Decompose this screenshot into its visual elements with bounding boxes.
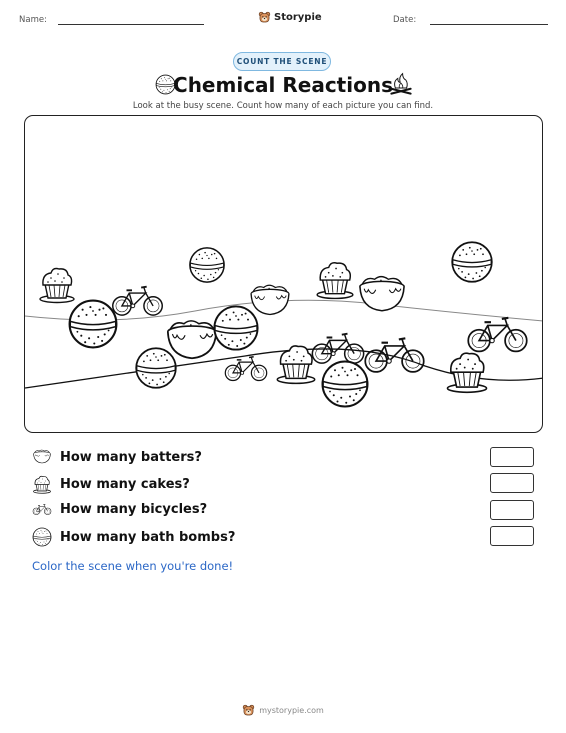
question-text: How many bicycles? (60, 501, 208, 517)
question-bath-bombs (32, 527, 235, 547)
date-line[interactable] (430, 24, 548, 25)
answer-box-batters[interactable] (490, 447, 534, 467)
campfire-icon (389, 72, 413, 96)
scene-cake (317, 263, 353, 299)
scene-bath-bomb (452, 242, 492, 282)
count-scene-badge: COUNT THE SCENE (233, 52, 331, 71)
bear-logo-icon (242, 704, 255, 717)
name-label: Name: (19, 15, 47, 25)
page-title: Chemical Reactions (173, 73, 393, 97)
brand-logo (258, 11, 322, 24)
scene-cake (40, 269, 74, 303)
scene-bike (225, 357, 266, 381)
scene-bath-bomb (214, 306, 257, 349)
scene-cake (447, 353, 486, 392)
cake-icon (32, 474, 52, 494)
question-text: How many cakes? (60, 476, 190, 492)
scene-illustration (25, 116, 543, 433)
scene-bath-bomb (323, 362, 368, 407)
scene-bike (365, 338, 424, 372)
scene-bike (113, 287, 163, 315)
answer-box-bicycles[interactable] (490, 500, 534, 520)
answer-box-bath-bombs[interactable] (490, 526, 534, 546)
scene-bowl (360, 277, 404, 311)
bear-logo-icon (258, 11, 271, 24)
instructions: Look at the busy scene. Count how many of each picture you can find. (132, 101, 434, 111)
scene-bath-bomb (70, 301, 117, 348)
scene-bath-bomb (190, 248, 224, 282)
batter-bowl-icon (32, 448, 52, 466)
scene-bath-bomb (136, 348, 176, 388)
scene-bowl (168, 321, 216, 358)
question-bicycles (32, 501, 207, 517)
bath-bomb-icon (32, 527, 52, 547)
color-instruction: Color the scene when you're done! (32, 559, 234, 573)
counting-scene (24, 115, 543, 433)
question-batters (32, 448, 202, 466)
brand-name: Storypie (274, 12, 322, 23)
question-text: How many bath bombs? (60, 529, 236, 545)
question-text: How many batters? (60, 449, 202, 465)
question-cakes (32, 474, 190, 494)
name-line[interactable] (58, 24, 204, 25)
date-label: Date: (393, 15, 417, 25)
scene-bowl (251, 285, 289, 314)
footer (0, 704, 566, 717)
scene-bike (468, 318, 527, 352)
answer-box-cakes[interactable] (490, 473, 534, 493)
bicycle-icon (32, 501, 52, 517)
footer-site[interactable]: mystorypie.com (259, 706, 324, 715)
scene-objects (40, 242, 527, 406)
